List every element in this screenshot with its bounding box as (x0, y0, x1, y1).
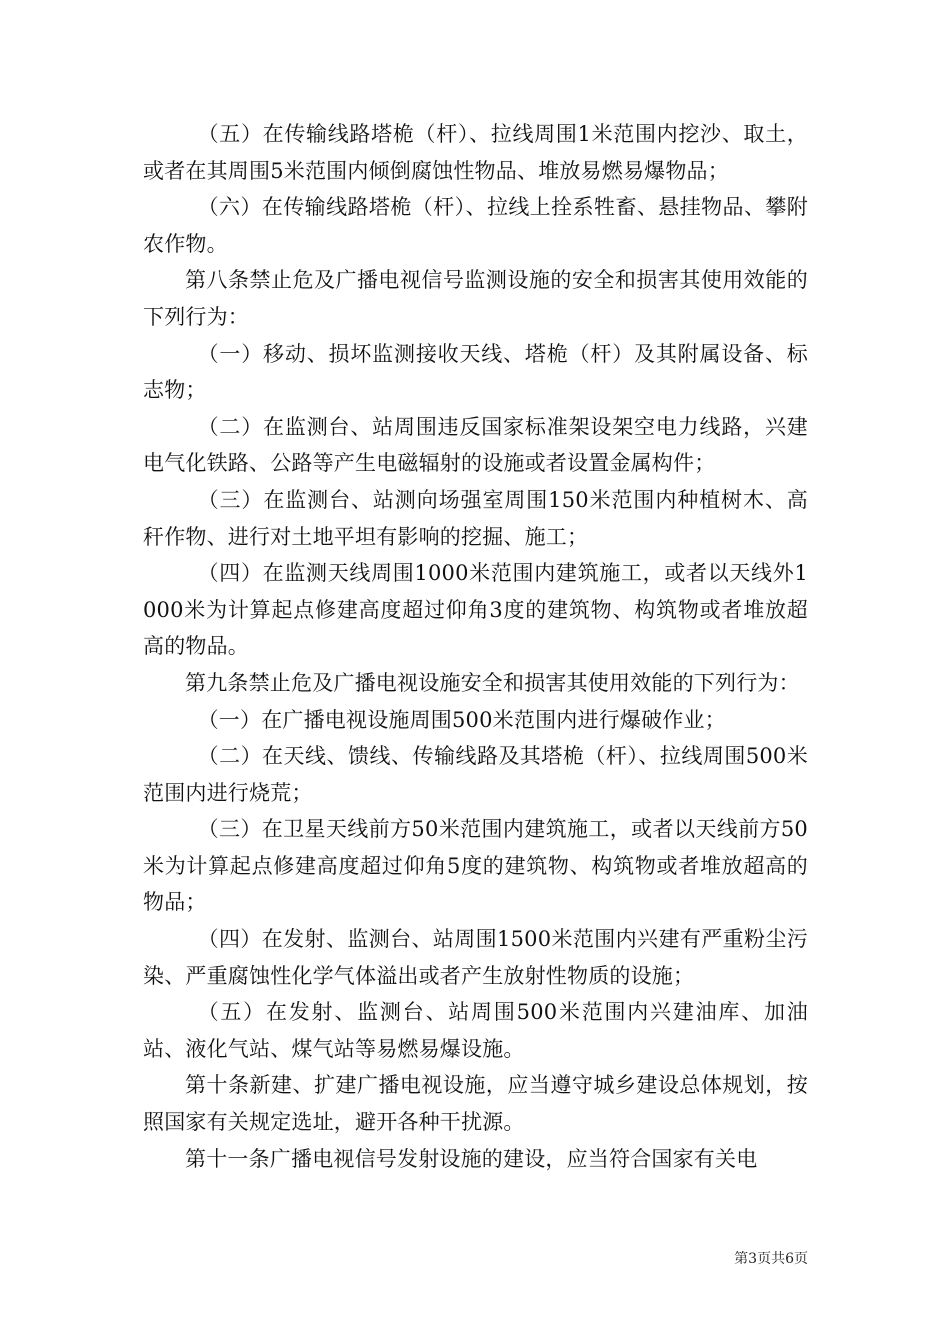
paragraph-item-2: （二）在监测台、站周围违反国家标准架设架空电力线路，兴建电气化铁路、公路等产生电磁辐射的设施或者设置金属构件； (143, 414, 808, 476)
article-8-heading: 第八条禁止危及广播电视信号监测设施的安全和损害其使用效能的下列行为： (143, 268, 808, 329)
paragraph-item-1: （一）在广播电视设施周围500米范围内进行爆破作业； (197, 707, 726, 732)
paragraph-item-4: （四）在监测天线周围1000米范围内建筑施工，或者以天线外1000米为计算起点修建高度超过仰角3度的建筑物、构筑物或者堆放超高的物品。 (143, 561, 808, 659)
paragraph-item-5: （五）在发射、监测台、站周围500米范围内兴建油库、加油站、液化气站、煤气站等易燃易爆设施。 (143, 1000, 808, 1061)
page-number: 第3页共6页 (734, 1251, 808, 1267)
paragraph-item-5: （五）在传输线路塔桅（杆）、拉线周围1米范围内挖沙、取土，或者在其周围5米范围内倾倒腐蚀性物品、堆放易燃易爆物品； (143, 122, 808, 183)
document-body (143, 116, 808, 1177)
paragraph-item-1: （一）移动、损坏监测接收天线、塔桅（杆）及其附属设备、标志物； (143, 341, 808, 403)
paragraph-item-4: （四）在发射、监测台、站周围1500米范围内兴建有严重粉尘污染、严重腐蚀性化学气体溢出或者产生放射性物质的设施； (143, 927, 808, 988)
paragraph-item-3: （三）在卫星天线前方50米范围内建筑施工，或者以天线前方50米为计算起点修建高度超过仰角5度的建筑物、构筑物或者堆放超高的物品； (143, 817, 808, 915)
paragraph-item-3: （三）在监测台、站测向场强室周围150米范围内种植树木、高秆作物、进行对土地平坦有影响的挖掘、施工； (143, 487, 808, 549)
paragraph-item-2: （二）在天线、馈线、传输线路及其塔桅（杆）、拉线周围500米范围内进行烧荒； (143, 744, 808, 805)
article-11: 第十一条广播电视信号发射设施的建设，应当符合国家有关电 (185, 1146, 758, 1171)
article-9-heading: 第九条禁止危及广播电视设施安全和损害其使用效能的下列行为： (185, 670, 800, 695)
article-10: 第十条新建、扩建广播电视设施，应当遵守城乡建设总体规划，按照国家有关规定选址，避开各种干扰源。 (143, 1073, 808, 1135)
paragraph-item-6: （六）在传输线路塔桅（杆）、拉线上拴系牲畜、悬挂物品、攀附农作物。 (143, 195, 808, 256)
